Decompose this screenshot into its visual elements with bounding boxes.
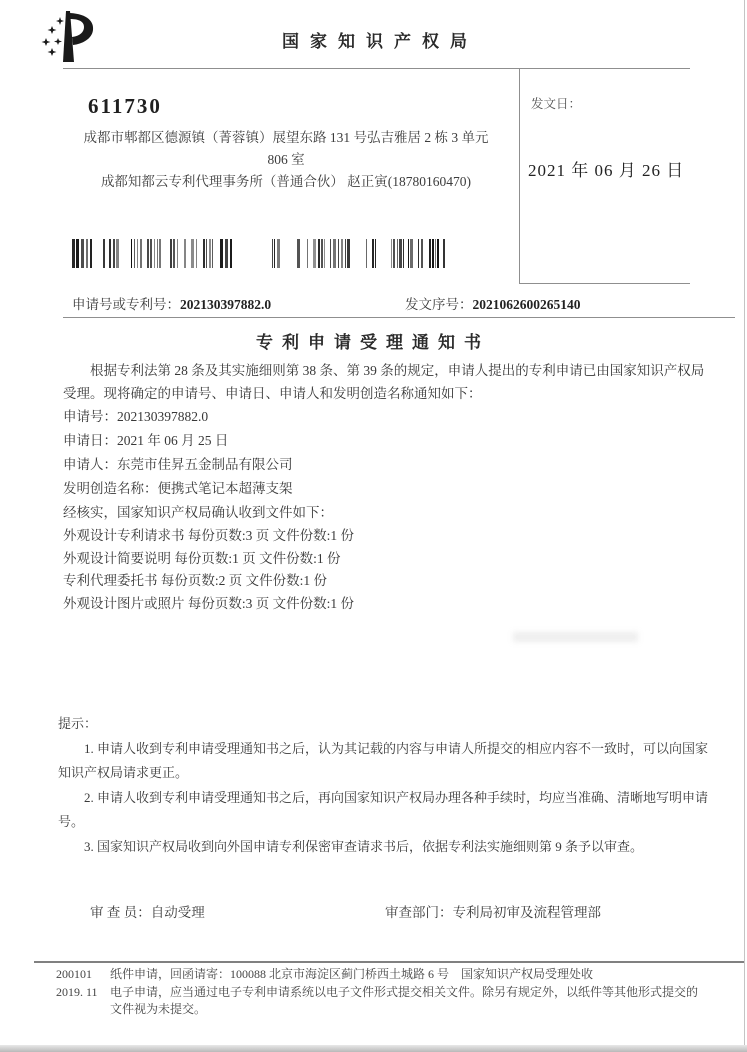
department-row [385, 901, 601, 921]
recipient-agent-line: 成都知都云专利代理事务所（普通合伙） 赵正寅(18780160470) [100, 174, 472, 189]
section-divider [63, 317, 735, 318]
field-label: 发明创造名称： [63, 481, 158, 496]
notice-body [63, 359, 711, 615]
dispatch-date-label: 发文日： [531, 97, 582, 111]
field-value: 202130397882.0 [117, 409, 209, 424]
footer-line: 纸件申请，回函请寄：100088 北京市海淀区蓟门桥西土城路 6 号 国家知识产权局受理处收 [110, 967, 594, 981]
scan-smudge [513, 632, 638, 642]
page-edge-line [744, 0, 745, 1052]
examiner-label: 审 查 员： [90, 905, 151, 920]
footer-form-code: 200101 [56, 967, 92, 981]
date-box-left-border [519, 68, 520, 284]
field-applicant [63, 453, 711, 477]
serial-number-row [405, 293, 581, 313]
footer-divider [34, 961, 745, 963]
notice-intro-paragraph: 根据专利法第 28 条及其实施细则第 38 条、第 39 条的规定，申请人提出的专利申请已由国家知识产权局受理。现将确定的申请号、申请日、申请人和发明创造名称通知如下： [63, 363, 705, 401]
document-list-item: 外观设计专利请求书 每份页数:3 页 文件份数:1 份 [63, 528, 355, 543]
footer-form-code: 2019. 11 [56, 984, 98, 999]
date-box-bottom-border [519, 283, 690, 284]
notice-title: 专利申请受理通知书 [256, 333, 490, 352]
recipient-address-line2: 806 室 [267, 152, 305, 167]
document-list-item: 外观设计简要说明 每份页数:1 页 文件份数:1 份 [63, 550, 341, 566]
tips-section [58, 712, 714, 859]
field-label: 申请日： [63, 433, 117, 448]
department-label: 审查部门： [385, 905, 453, 920]
footer-form-codes [56, 966, 110, 1019]
footer-line: 文件视为未提交。 [110, 1002, 207, 1016]
footer [56, 966, 742, 1019]
field-value: 2021 年 06 月 25 日 [117, 433, 229, 448]
barcode-image-right [270, 239, 448, 268]
field-label: 申请号： [63, 409, 117, 424]
examiner-value: 自动受理 [150, 905, 205, 920]
tips-title: 提示： [58, 716, 98, 731]
cnipa-logo-icon [36, 8, 100, 66]
serial-number-value: 2021062600265140 [472, 297, 581, 312]
recipient-address-line1: 成都市郫都区德源镇（菁蓉镇）展望东路 131 号弘吉雅居 2 栋 3 单元 [83, 130, 489, 145]
field-application-number [63, 405, 711, 429]
serial-number-label: 发文序号： [405, 297, 473, 312]
document-list-item: 专利代理委托书 每份页数:2 页 文件份数:1 份 [63, 573, 328, 588]
agency-title: 国家知识产权局 [282, 32, 478, 51]
postal-code: 611730 [88, 94, 162, 118]
tip-item: 2. 申请人收到专利申请受理通知书之后，再向国家知识产权局办理各种手续时，均应当准确、清晰地写明申请号。 [58, 789, 709, 829]
field-value: 东莞市佳昇五金制品有限公司 [117, 457, 293, 472]
field-value: 便携式笔记本超薄支架 [157, 481, 293, 496]
application-number-row [72, 293, 271, 313]
dispatch-date-value: 2021 年 06 月 26 日 [528, 161, 685, 180]
field-label: 申请人： [63, 457, 117, 472]
header-divider [63, 68, 690, 69]
department-value: 专利局初审及流程管理部 [452, 905, 601, 920]
field-filing-date [63, 429, 711, 453]
application-number-label: 申请号或专利号： [72, 297, 180, 312]
documents-confirm-line: 经核实，国家知识产权局确认收到文件如下： [63, 505, 333, 520]
field-invention-title [63, 477, 711, 501]
footer-line: 电子申请，应当通过电子专利申请系统以电子文件形式提交相关文件。除另有规定外，以纸件等其他形式提交的 [110, 984, 699, 999]
barcode-image-left [68, 239, 238, 268]
scan-bottom-strip [0, 1045, 747, 1052]
footer-instructions [110, 966, 742, 1019]
examiner-row [90, 901, 205, 921]
document-list-item: 外观设计图片或照片 每份页数:3 页 文件份数:1 份 [63, 595, 355, 611]
application-number-value: 202130397882.0 [180, 297, 272, 312]
tip-item: 3. 国家知识产权局收到向外国申请专利保密审查请求书后，依据专利法实施细则第 9 条予以审查。 [84, 838, 644, 854]
tip-item: 1. 申请人收到专利申请受理通知书之后，认为其记载的内容与申请人所提交的相应内容不一致时，可以向国家知识产权局请求更正。 [58, 740, 709, 780]
